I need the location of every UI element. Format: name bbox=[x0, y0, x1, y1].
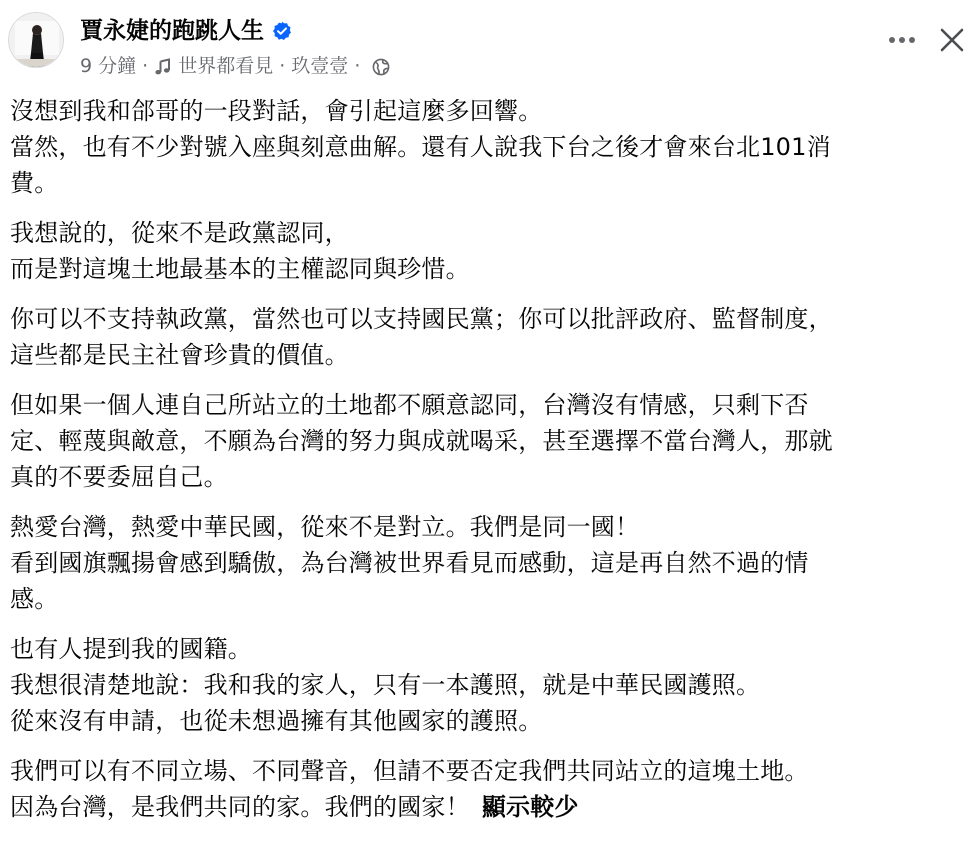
text-line: 也有人提到我的國籍。 bbox=[10, 635, 252, 663]
text-line: 當然，也有不少對號入座與刻意曲解。還有人說我下台之後才會來台北101消 bbox=[10, 133, 831, 161]
text-line: 而是對這塊土地最基本的主權認同與珍惜。 bbox=[10, 255, 470, 283]
avatar[interactable] bbox=[8, 12, 64, 68]
music-label[interactable]: 世界都看見 · 玖壹壹 bbox=[178, 55, 349, 77]
paragraph bbox=[10, 215, 965, 287]
more-options-button[interactable] bbox=[880, 22, 924, 58]
globe-public-icon[interactable] bbox=[372, 57, 390, 75]
paragraph bbox=[10, 387, 965, 495]
paragraph bbox=[10, 93, 965, 201]
text-line: 沒想到我和郃哥的一段對話，會引起這麼多回響。 bbox=[10, 97, 543, 125]
post-time[interactable]: 9 分鐘 bbox=[80, 55, 137, 77]
text-line: 從來沒有申請，也從未想過擁有其他國家的護照。 bbox=[10, 707, 543, 735]
text-line: 感。 bbox=[10, 585, 59, 613]
name-row bbox=[80, 15, 292, 47]
text-line: 我們可以有不同立場、不同聲音，但請不要否定我們共同站立的這塊土地。 bbox=[10, 757, 809, 785]
more-options-icon bbox=[888, 36, 916, 44]
text-line: 因為台灣，是我們共同的家。我們的國家！ bbox=[10, 793, 470, 821]
verified-badge-icon bbox=[272, 21, 292, 41]
text-line: 我想很清楚地說：我和我的家人，只有一本護照，就是中華民國護照。 bbox=[10, 671, 761, 699]
text-line: 但如果一個人連自己所站立的土地都不願意認同，台灣沒有情感，只剩下否 bbox=[10, 391, 809, 419]
post-text bbox=[10, 93, 965, 839]
text-line: 看到國旗飄揚會感到驕傲，為台灣被世界看見而感動，這是再自然不過的情 bbox=[10, 549, 809, 577]
text-line: 費。 bbox=[10, 169, 59, 197]
paragraph bbox=[10, 301, 965, 373]
page-name[interactable]: 賈永婕的跑跳人生 bbox=[80, 18, 264, 44]
paragraph bbox=[10, 753, 965, 825]
paragraph bbox=[10, 631, 965, 739]
music-note-icon bbox=[154, 57, 172, 75]
meta-separator: · bbox=[142, 55, 149, 77]
see-less-button[interactable]: 顯示較少 bbox=[481, 793, 579, 821]
post-header bbox=[0, 0, 973, 90]
last-text-line bbox=[10, 789, 965, 825]
post-meta bbox=[80, 53, 390, 79]
text-line: 真的不要委屈自己。 bbox=[10, 463, 228, 491]
paragraph bbox=[10, 509, 965, 617]
text-line: 我想說的，從來不是政黨認同， bbox=[10, 219, 349, 247]
text-line: 這些都是民主社會珍貴的價值。 bbox=[10, 341, 349, 369]
text-line: 熱愛台灣，熱愛中華民國，從來不是對立。我們是同一國！ bbox=[10, 513, 640, 541]
text-line: 定、輕蔑與敵意，不願為台灣的努力與成就喝采，甚至選擇不當台灣人，那就 bbox=[10, 427, 833, 455]
close-button[interactable] bbox=[932, 20, 972, 60]
close-icon bbox=[940, 28, 964, 52]
meta-separator: · bbox=[354, 55, 361, 77]
text-line: 你可以不支持執政黨，當然也可以支持國民黨；你可以批評政府、監督制度， bbox=[10, 305, 833, 333]
